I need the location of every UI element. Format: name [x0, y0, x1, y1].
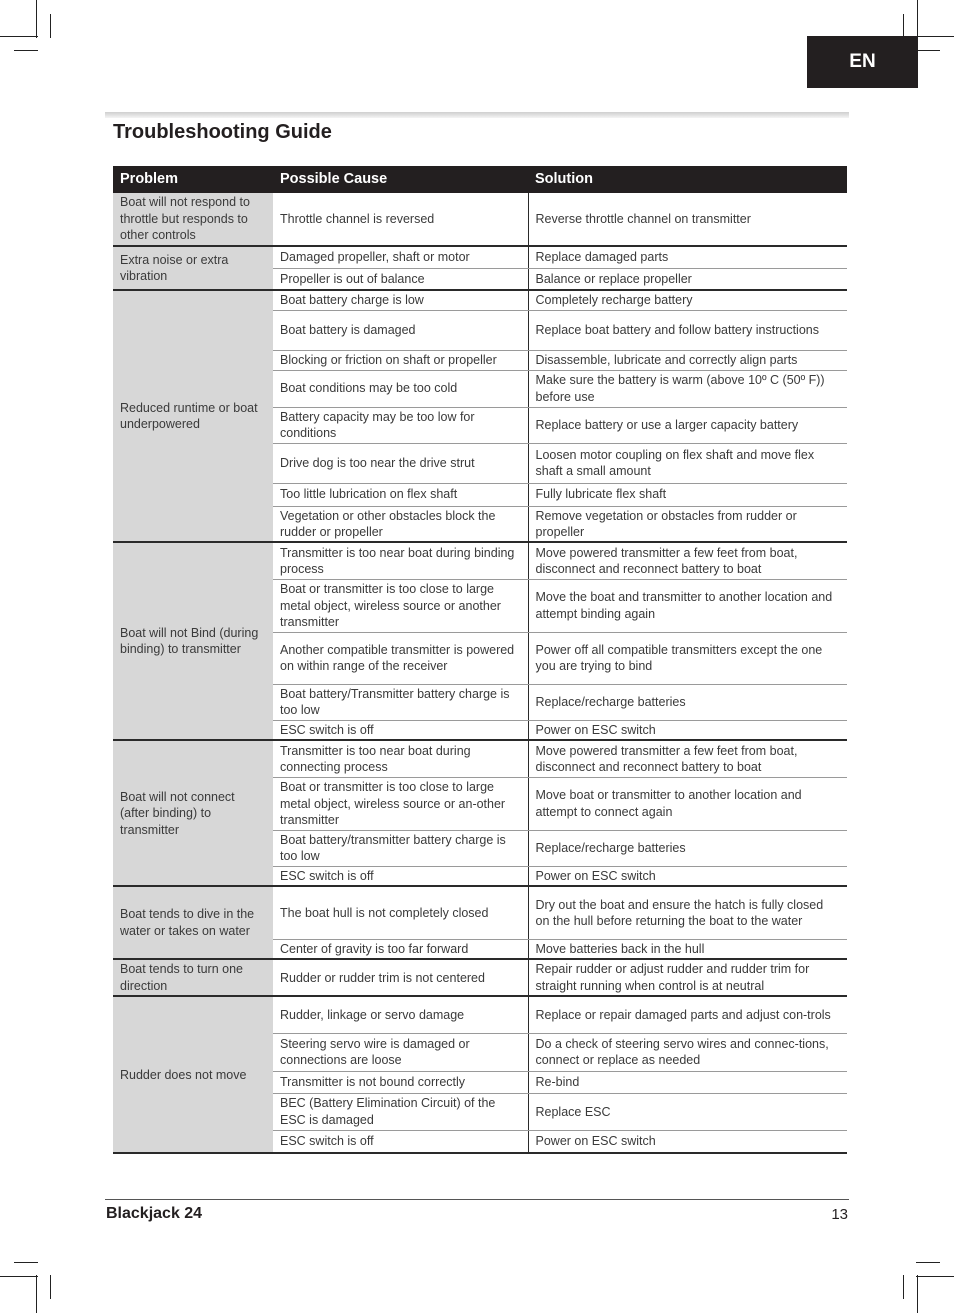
solution-cell: Fully lubricate flex shaft: [528, 483, 847, 506]
table-row: [113, 886, 847, 939]
language-tab: EN: [807, 36, 918, 88]
cause-cell: Damaged propeller, shaft or motor: [273, 246, 528, 268]
solution-cell: Loosen motor coupling on flex shaft and move flex shaft a small amount: [528, 443, 847, 483]
cause-cell: The boat hull is not completely closed: [273, 886, 528, 939]
solution-cell: Replace/recharge batteries: [528, 830, 847, 866]
cause-cell: ESC switch is off: [273, 1130, 528, 1153]
problem-cell: Boat will not Bind (during binding) to transmitter: [113, 542, 273, 740]
page-title: Troubleshooting Guide: [113, 121, 332, 143]
crop-mark: [14, 1262, 38, 1263]
solution-cell: Disassemble, lubricate and correctly align parts: [528, 350, 847, 370]
cause-cell: Transmitter is not bound correctly: [273, 1071, 528, 1093]
cause-cell: Propeller is out of balance: [273, 268, 528, 290]
solution-cell: Balance or replace propeller: [528, 268, 847, 290]
header-possible-cause: Possible Cause: [273, 166, 528, 193]
page-number: 13: [831, 1206, 848, 1223]
footer-product-name: Blackjack 24: [106, 1205, 203, 1222]
solution-cell: Remove vegetation or obstacles from rudder or propeller: [528, 506, 847, 542]
table-row: [113, 740, 847, 777]
cause-cell: ESC switch is off: [273, 720, 528, 740]
table-row: [113, 996, 847, 1033]
crop-mark: [916, 36, 954, 37]
problem-cell: Reduced runtime or boat underpowered: [113, 290, 273, 542]
crop-mark: [917, 1275, 918, 1313]
cause-cell: Boat battery is damaged: [273, 310, 528, 350]
table-row: [113, 542, 847, 579]
cause-cell: Drive dog is too near the drive strut: [273, 443, 528, 483]
cause-cell: Boat battery/Transmitter battery charge is too low: [273, 684, 528, 720]
solution-cell: Replace battery or use a larger capacity battery: [528, 407, 847, 443]
table-row: [113, 193, 847, 246]
solution-cell: Power off all compatible transmitters except the one you are trying to bind: [528, 632, 847, 684]
table-row: [113, 290, 847, 310]
cause-cell: Too little lubrication on flex shaft: [273, 483, 528, 506]
troubleshooting-table: [113, 166, 847, 1154]
crop-mark: [916, 50, 940, 51]
header-problem: Problem: [113, 166, 273, 193]
cause-cell: Boat or transmitter is too close to large metal object, wireless source or another transmitter: [273, 579, 528, 632]
crop-mark: [916, 1262, 940, 1263]
table-row: [113, 959, 847, 996]
solution-cell: Move powered transmitter a few feet from boat, disconnect and reconnect battery to boat: [528, 740, 847, 777]
cause-cell: Boat battery charge is low: [273, 290, 528, 310]
crop-mark: [50, 14, 51, 38]
problem-cell: Rudder does not move: [113, 996, 273, 1153]
header-solution: Solution: [528, 166, 847, 193]
solution-cell: Move batteries back in the hull: [528, 939, 847, 959]
solution-cell: Replace/recharge batteries: [528, 684, 847, 720]
cause-cell: Rudder or rudder trim is not centered: [273, 959, 528, 996]
crop-mark: [903, 1275, 904, 1299]
crop-mark: [916, 1276, 954, 1277]
cause-cell: Boat conditions may be too cold: [273, 370, 528, 407]
cause-cell: Rudder, linkage or servo damage: [273, 996, 528, 1033]
solution-cell: Move boat or transmitter to another location and attempt to connect again: [528, 777, 847, 830]
crop-mark: [903, 14, 904, 38]
cause-cell: Boat or transmitter is too close to large metal object, wireless source or an-other transmitter: [273, 777, 528, 830]
table-header-row: [113, 166, 847, 193]
cause-cell: Throttle channel is reversed: [273, 193, 528, 246]
solution-cell: Power on ESC switch: [528, 1130, 847, 1153]
solution-cell: Move powered transmitter a few feet from boat, disconnect and reconnect battery to boat: [528, 542, 847, 579]
crop-mark: [50, 1275, 51, 1299]
table-row: [113, 246, 847, 268]
solution-cell: Reverse throttle channel on transmitter: [528, 193, 847, 246]
crop-mark: [36, 0, 37, 38]
crop-mark: [36, 1275, 37, 1313]
crop-mark: [0, 1276, 38, 1277]
solution-cell: Re-bind: [528, 1071, 847, 1093]
solution-cell: Replace damaged parts: [528, 246, 847, 268]
solution-cell: Power on ESC switch: [528, 866, 847, 886]
crop-mark: [14, 50, 38, 51]
crop-mark: [0, 36, 38, 37]
solution-cell: Make sure the battery is warm (above 10º C (50º F)) before use: [528, 370, 847, 407]
solution-cell: Repair rudder or adjust rudder and rudder trim for straight running when control is at neutral: [528, 959, 847, 996]
cause-cell: Center of gravity is too far forward: [273, 939, 528, 959]
solution-cell: Completely recharge battery: [528, 290, 847, 310]
cause-cell: Boat battery/transmitter battery charge is too low: [273, 830, 528, 866]
footer-rule: [105, 1199, 849, 1200]
cause-cell: Transmitter is too near boat during connecting process: [273, 740, 528, 777]
cause-cell: BEC (Battery Elimination Circuit) of the ESC is damaged: [273, 1093, 528, 1130]
crop-mark: [917, 0, 918, 38]
cause-cell: Steering servo wire is damaged or connections are loose: [273, 1033, 528, 1071]
problem-cell: Boat tends to dive in the water or takes on water: [113, 886, 273, 959]
problem-cell: Boat will not connect (after binding) to transmitter: [113, 740, 273, 886]
problem-cell: Extra noise or extra vibration: [113, 246, 273, 290]
cause-cell: Vegetation or other obstacles block the rudder or propeller: [273, 506, 528, 542]
cause-cell: ESC switch is off: [273, 866, 528, 886]
cause-cell: Transmitter is too near boat during binding process: [273, 542, 528, 579]
solution-cell: Replace ESC: [528, 1093, 847, 1130]
cause-cell: Another compatible transmitter is powered on within range of the receiver: [273, 632, 528, 684]
solution-cell: Move the boat and transmitter to another location and attempt binding again: [528, 579, 847, 632]
solution-cell: Power on ESC switch: [528, 720, 847, 740]
cause-cell: Battery capacity may be too low for conditions: [273, 407, 528, 443]
problem-cell: Boat tends to turn one direction: [113, 959, 273, 996]
problem-cell: Boat will not respond to throttle but responds to other controls: [113, 193, 273, 246]
cause-cell: Blocking or friction on shaft or propeller: [273, 350, 528, 370]
solution-cell: Replace boat battery and follow battery instructions: [528, 310, 847, 350]
solution-cell: Do a check of steering servo wires and connec-tions, connect or replace as needed: [528, 1033, 847, 1071]
solution-cell: Dry out the boat and ensure the hatch is fully closed on the hull before returning the boat to the water: [528, 886, 847, 939]
solution-cell: Replace or repair damaged parts and adjust con-trols: [528, 996, 847, 1033]
